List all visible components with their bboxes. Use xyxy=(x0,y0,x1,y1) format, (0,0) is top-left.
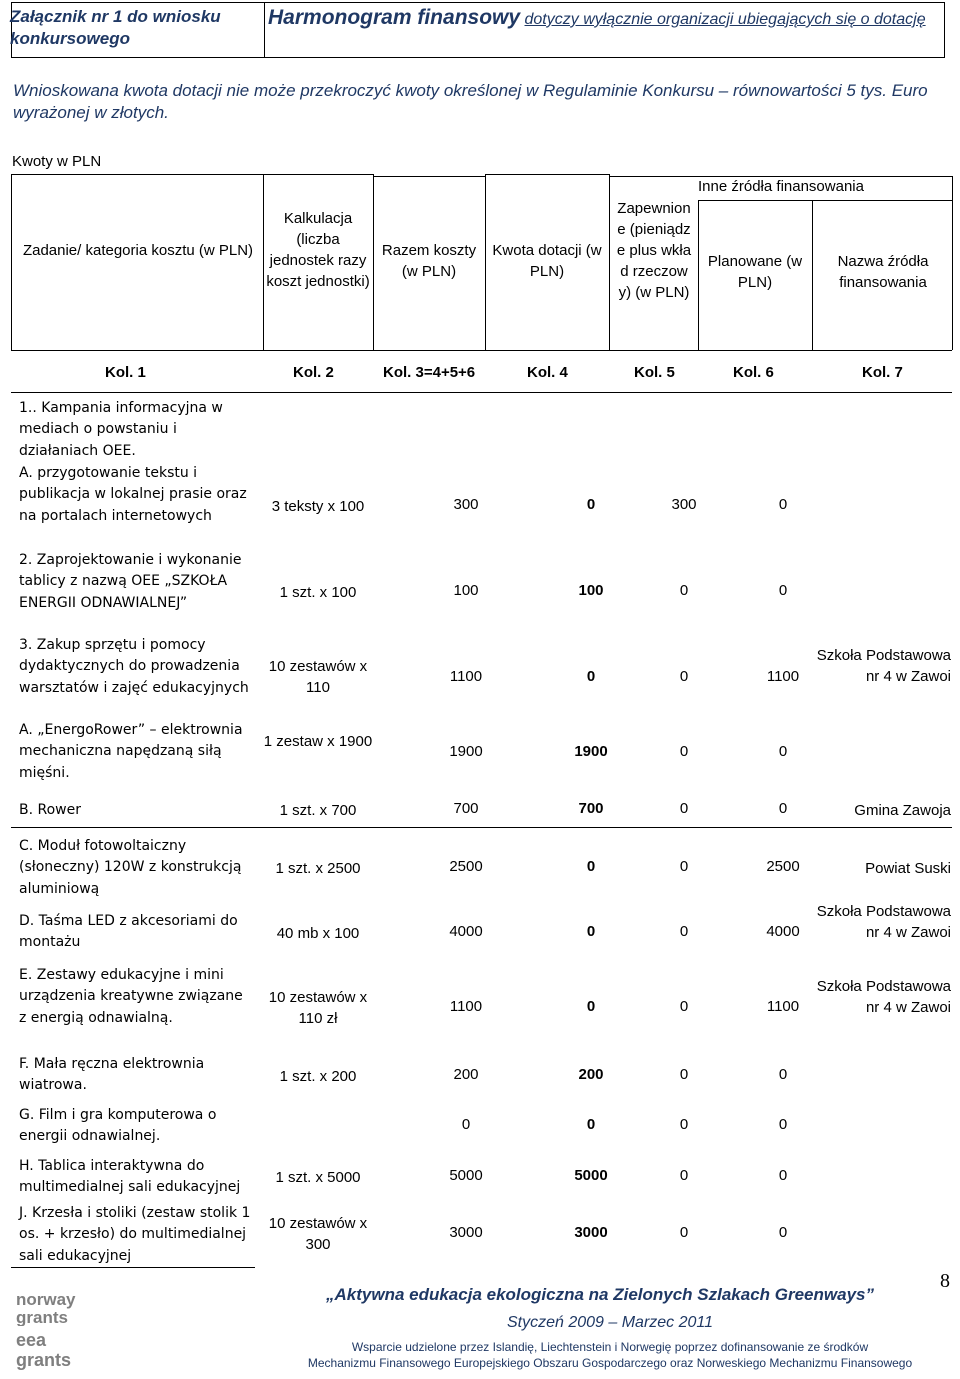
calc-cell: 10 zestawów x 300 xyxy=(268,1215,368,1253)
col-line xyxy=(485,174,486,350)
calc-cell: 10 zestawów x 110 xyxy=(268,658,368,696)
title-subtitle: dotyczy wyłącznie organizacji ubiegających się o dotację xyxy=(524,11,926,28)
total-cell: 2500 xyxy=(449,858,483,875)
attachment-label: Załącznik nr 1 do wniosku konkursowego xyxy=(10,7,221,48)
task-description: F. Mała ręczna elektrownia wiatrowa. xyxy=(19,1056,205,1094)
header-total: Razem koszty (w PLN) xyxy=(381,242,477,280)
eea-grants-logo xyxy=(14,1330,84,1373)
header-divider xyxy=(264,3,265,57)
kol-label: Kol. 7 xyxy=(862,364,903,381)
col-line xyxy=(812,200,813,350)
header-source-name: Nazwa źródła finansowania xyxy=(837,253,929,291)
planned-cell: 2500 xyxy=(766,858,800,875)
footer-title: „Aktywna edukacja ekologiczna na Zielonych Szlakach Greenways” xyxy=(326,1285,874,1304)
header-bottom-rule xyxy=(11,350,952,351)
kol-label: Kol. 1 xyxy=(105,364,146,381)
own-cell: 0 xyxy=(679,998,689,1015)
total-cell: 1100 xyxy=(449,668,483,685)
header-rule xyxy=(11,174,263,175)
col-line xyxy=(698,200,699,350)
total-cell: 4000 xyxy=(449,923,483,940)
document-title xyxy=(268,6,938,31)
grant-cell: 0 xyxy=(586,858,596,875)
header-rule xyxy=(485,174,609,175)
total-cell: 1900 xyxy=(449,743,483,760)
total-cell: 3000 xyxy=(449,1224,483,1241)
task-description: 3. Zakup sprzętu i pomocy dydaktycznych do prowadzenia warsztatów i zajęć edukacyjnych xyxy=(19,637,249,696)
kol-label: Kol. 2 xyxy=(293,364,334,381)
grant-cell: 100 xyxy=(578,582,604,599)
svg-text:grants: grants xyxy=(16,1350,72,1370)
svg-text:grants: grants xyxy=(16,1308,68,1326)
page-number: 8 xyxy=(940,1270,950,1292)
planned-cell: 0 xyxy=(778,1066,788,1083)
task-description: A. przygotowanie tekstu i publikacja w lokalnej prasie oraz na portalach internetowych xyxy=(19,465,247,524)
total-cell: 300 xyxy=(453,496,479,513)
task-description: D. Taśma LED z akcesoriami do montażu xyxy=(19,913,238,951)
task-description: G. Film i gra komputerowa o energii odnawialnej. xyxy=(19,1107,217,1145)
own-cell: 0 xyxy=(679,1167,689,1184)
grant-notice: Wnioskowana kwota dotacji nie może przekroczyć kwoty określonej w Regulaminie Konkursu – równowartości 5 tys. Euro wyrażonej w złotych. xyxy=(13,81,928,122)
planned-cell: 0 xyxy=(778,582,788,599)
header-rule xyxy=(373,176,485,177)
task-description: 2. Zaprojektowanie i wykonanie tablicy z nazwą OEE „SZKOŁA ENERGII ODNAWIALNEJ” xyxy=(19,552,242,611)
header-rule xyxy=(263,174,373,175)
header-grant: Kwota dotacji (w PLN) xyxy=(492,242,602,280)
title-main: Harmonogram finansowy xyxy=(268,6,521,29)
calc-cell: 1 szt. x 200 xyxy=(279,1068,357,1085)
grant-cell: 0 xyxy=(586,998,596,1015)
planned-cell: 4000 xyxy=(766,923,800,940)
total-cell: 5000 xyxy=(449,1167,483,1184)
footer-note: Wsparcie udzielone przez Islandię, Liechtenstein i Norwegię poprzez dofinansowanie ze środków xyxy=(351,1340,869,1354)
own-cell: 0 xyxy=(679,1116,689,1133)
header-planned: Planowane (w PLN) xyxy=(707,253,803,291)
footer-date: Styczeń 2009 – Marzec 2011 xyxy=(506,1314,714,1331)
planned-cell: 0 xyxy=(778,743,788,760)
col-line xyxy=(11,174,12,350)
source-cell: Gmina Zawoja xyxy=(854,802,951,819)
task-description: B. Rower xyxy=(19,802,81,818)
calc-cell: 3 teksty x 100 xyxy=(271,498,365,515)
own-cell: 300 xyxy=(671,496,697,513)
planned-cell: 0 xyxy=(778,1116,788,1133)
source-cell: Szkoła Podstawowa nr 4 w Zawoi xyxy=(816,903,951,941)
own-cell: 0 xyxy=(679,743,689,760)
calc-cell: 10 zestawów x 110 zł xyxy=(268,989,368,1027)
col-line xyxy=(373,174,374,350)
calc-cell: 1 zestaw x 1900 xyxy=(263,733,373,750)
task-description: A. „EnergoRower” – elektrownia mechaniczna napędzaną siłą mięśni. xyxy=(19,722,243,781)
header-other-group: Inne źródła finansowania xyxy=(698,178,864,195)
own-cell: 0 xyxy=(679,582,689,599)
own-cell: 0 xyxy=(679,800,689,817)
kol-label: Kol. 4 xyxy=(527,364,568,381)
source-cell: Szkoła Podstawowa nr 4 w Zawoi xyxy=(816,647,951,685)
grant-cell: 0 xyxy=(586,923,596,940)
planned-cell: 0 xyxy=(778,496,788,513)
row-rule xyxy=(11,1267,255,1268)
col-line xyxy=(952,176,953,350)
kol-label: Kol. 3=4+5+6 xyxy=(383,364,476,381)
eea-grants-logo-mark xyxy=(14,1330,84,1370)
header-own: Zapewnione (pieniądze plus wkład rzeczowy) (w PLN) xyxy=(616,200,692,301)
svg-text:norway: norway xyxy=(16,1290,76,1309)
total-cell: 1100 xyxy=(449,998,483,1015)
own-cell: 0 xyxy=(679,923,689,940)
currency-label: Kwoty w PLN xyxy=(12,153,102,170)
header-task: Zadanie/ kategoria kosztu (w PLN) xyxy=(22,242,254,259)
calc-cell: 1 szt. x 2500 xyxy=(275,860,361,877)
header-rule xyxy=(698,200,952,201)
grant-cell: 3000 xyxy=(574,1224,608,1241)
calc-cell: 1 szt. x 5000 xyxy=(275,1169,361,1186)
grant-cell: 0 xyxy=(586,668,596,685)
grant-cell: 0 xyxy=(586,496,596,513)
grant-cell: 200 xyxy=(578,1066,604,1083)
kol-label: Kol. 5 xyxy=(634,364,675,381)
task-description: J. Krzesła i stoliki (zestaw stolik 1 os. + krzesło) do multimedialnej sali edukacyjnej xyxy=(19,1205,251,1264)
grant-cell: 700 xyxy=(578,800,604,817)
task-description: H. Tablica interaktywna do multimedialnej sali edukacyjnej xyxy=(19,1158,241,1196)
grant-cell: 1900 xyxy=(574,743,608,760)
total-cell: 0 xyxy=(461,1116,471,1133)
planned-cell: 0 xyxy=(778,1167,788,1184)
own-cell: 0 xyxy=(679,1066,689,1083)
norway-grants-logo-mark xyxy=(14,1290,84,1326)
grant-cell: 5000 xyxy=(574,1167,608,1184)
norway-grants-logo xyxy=(14,1290,84,1329)
planned-cell: 1100 xyxy=(766,668,800,685)
col-line xyxy=(609,174,610,350)
kol-label: Kol. 6 xyxy=(733,364,774,381)
row-rule xyxy=(11,827,952,828)
planned-cell: 0 xyxy=(778,1224,788,1241)
svg-text:eea: eea xyxy=(16,1330,47,1350)
calc-cell: 1 szt. x 700 xyxy=(279,802,357,819)
header-calc: Kalkulacja (liczba jednostek razy koszt jednostki) xyxy=(266,210,370,290)
grant-cell: 0 xyxy=(586,1116,596,1133)
row-rule xyxy=(11,392,952,393)
own-cell: 0 xyxy=(679,668,689,685)
planned-cell: 1100 xyxy=(766,998,800,1015)
source-cell: Szkoła Podstawowa nr 4 w Zawoi xyxy=(816,978,951,1016)
task-description: 1.. Kampania informacyjna w mediach o powstaniu i działaniach OEE. xyxy=(19,400,223,459)
own-cell: 0 xyxy=(679,1224,689,1241)
total-cell: 100 xyxy=(453,582,479,599)
task-description: E. Zestawy edukacyjne i mini urządzenia kreatywne związane z energią odnawialną. xyxy=(19,967,243,1026)
total-cell: 200 xyxy=(453,1066,479,1083)
planned-cell: 0 xyxy=(778,800,788,817)
footer-note: Mechanizmu Finansowego Europejskiego Obszaru Gospodarczego oraz Norweskiego Mechanizmu Finansowego xyxy=(307,1356,913,1370)
calc-cell: 1 szt. x 100 xyxy=(279,584,357,601)
total-cell: 700 xyxy=(453,800,479,817)
task-description: C. Moduł fotowoltaiczny (słoneczny) 120W z konstrukcją aluminiową xyxy=(19,838,242,897)
calc-cell: 40 mb x 100 xyxy=(276,925,360,942)
source-cell: Powiat Suski xyxy=(865,860,951,877)
own-cell: 0 xyxy=(679,858,689,875)
